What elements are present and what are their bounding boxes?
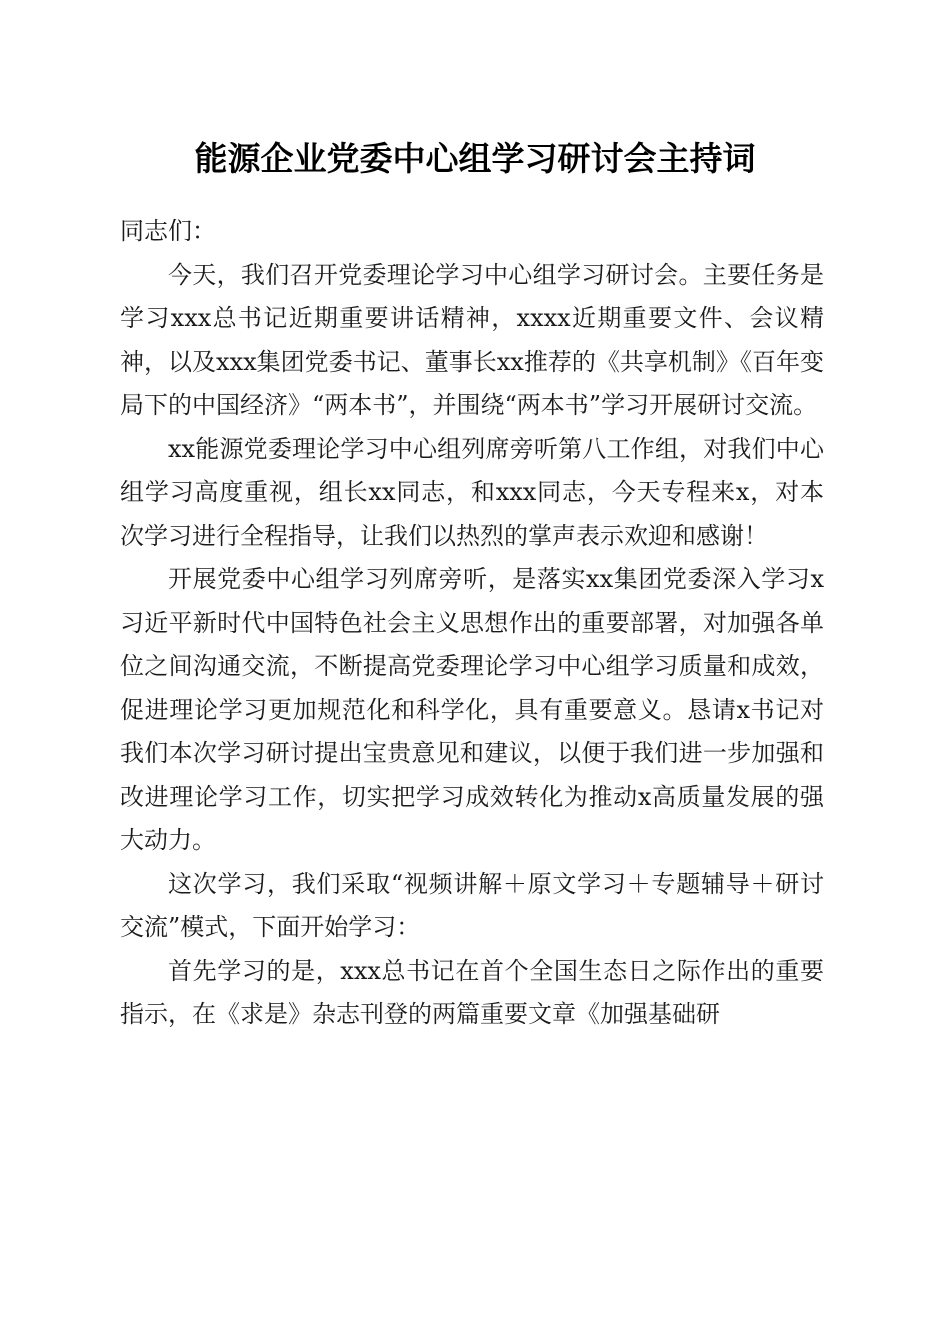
document-body — [120, 210, 824, 1037]
document-title: 能源企业党委中心组学习研讨会主持词 — [194, 139, 756, 178]
paragraph-welcome: xx能源党委理论学习中心组列席旁听第八工作组，对我们中心组学习高度重视，组长xx同志，和xxx同志，今天专程来x，对本次学习进行全程指导，让我们以热烈的掌声表示欢迎和感谢！ — [120, 434, 824, 550]
salutation: 同志们： — [120, 217, 216, 245]
paragraph-format: 这次学习，我们采取“视频讲解＋原文学习＋专题辅导＋研讨交流”模式，下面开始学习： — [120, 869, 824, 941]
paragraph-opening: 今天，我们召开党委理论学习中心组学习研讨会。主要任务是学习xxx总书记近期重要讲话精神，xxxx近期重要文件、会议精神，以及xxx集团党委书记、董事长xx推荐的《共享机制》《百年变局下的中国经济》“两本书”，并围绕“两本书”学习开展研讨交流。 — [120, 260, 824, 419]
paragraph-first-item: 首先学习的是，xxx总书记在首个全国生态日之际作出的重要指示，在《求是》杂志刊登的两篇重要文章《加强基础研 — [120, 956, 824, 1028]
paragraph-significance: 开展党委中心组学习列席旁听，是落实xx集团党委深入学习x习近平新时代中国特色社会主义思想作出的重要部署，对加强各单位之间沟通交流，不断提高党委理论学习中心组学习质量和成效，促进理论学习更加规范化和科学化，具有重要意义。恳请x书记对我们本次学习研讨提出宝贵意见和建议，以便于我们进一步加强和改进理论学习工作，切实把学习成效转化为推动x高质量发展的强大动力。 — [120, 565, 824, 854]
